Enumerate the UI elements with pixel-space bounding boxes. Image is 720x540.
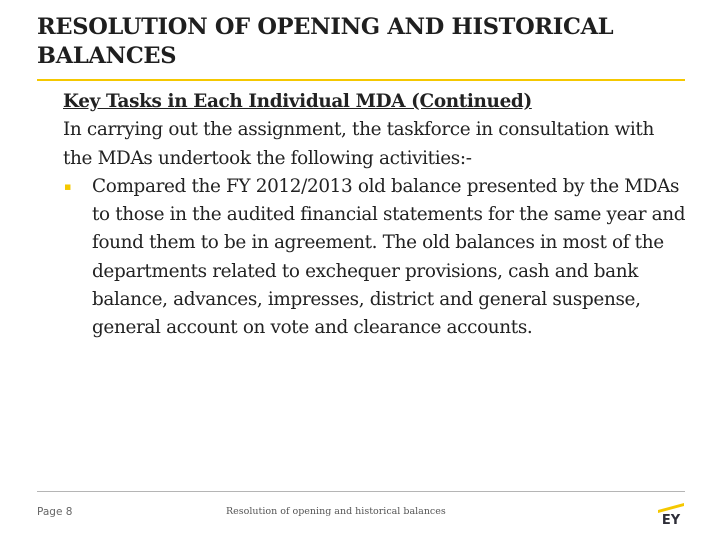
ey-logo-icon bbox=[656, 500, 686, 526]
footer-divider bbox=[37, 491, 685, 492]
bullet-text: Compared the FY 2012/2013 old balance presented by the MDAs to those in the audited financial statements for the same year and found them to be in agreement. The old balances in most of the departments related to exchequer provisions, cash and bank balance, advances, impresses, district and general suspense, general account on vote and clearance accounts. bbox=[92, 175, 686, 339]
slide-content bbox=[63, 88, 688, 343]
bullet-marker-icon: ▪ bbox=[64, 179, 72, 193]
ey-logo-text: EY bbox=[661, 513, 681, 526]
title-divider bbox=[37, 79, 685, 81]
slide-title: RESOLUTION OF OPENING AND HISTORICAL BALANCES bbox=[37, 14, 614, 69]
ey-logo-beam bbox=[658, 503, 684, 513]
footer-title: Resolution of opening and historical balances bbox=[226, 506, 446, 517]
bullet-item bbox=[63, 173, 688, 343]
intro-paragraph: In carrying out the assignment, the taskforce in consultation with the MDAs undertook the following activities:- bbox=[63, 119, 654, 169]
section-heading: Key Tasks in Each Individual MDA (Continued) bbox=[63, 91, 532, 112]
page-number: Page 8 bbox=[37, 506, 73, 518]
